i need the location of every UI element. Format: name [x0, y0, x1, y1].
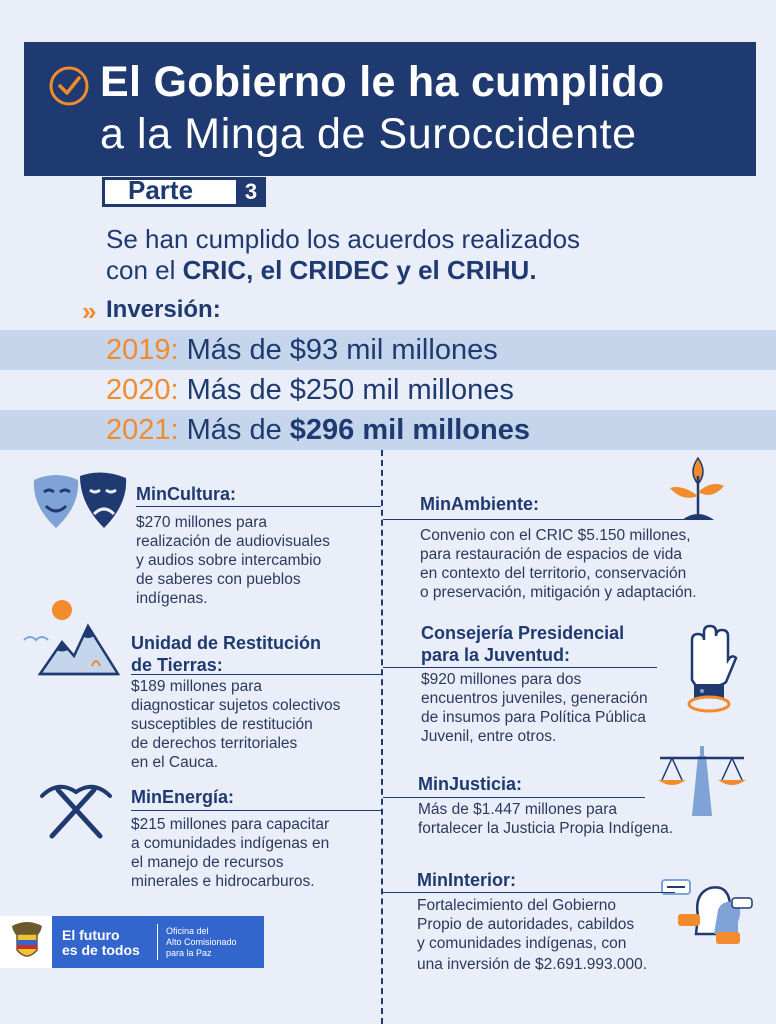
- entity-underline: [383, 892, 675, 893]
- desc-line: el manejo de recursos: [131, 854, 284, 871]
- intro-line-2: [106, 255, 580, 286]
- desc-line: en el Cauca.: [131, 754, 219, 771]
- entity-desc-restitucion: [131, 677, 340, 772]
- column-divider: [381, 450, 383, 1024]
- desc-line: Fortalecimiento del Gobierno: [417, 897, 617, 914]
- logo-slogan-line: es de todos: [62, 942, 140, 958]
- title-line-1: El Gobierno le ha cumplido: [100, 58, 665, 106]
- investment-amount: Más de: [178, 414, 290, 446]
- check-circle-icon: [48, 65, 90, 107]
- entity-name-mincultura: MinCultura:: [136, 484, 236, 504]
- entity-name-minjusticia: MinJusticia:: [418, 774, 523, 794]
- entity-desc-mincultura: [136, 513, 330, 608]
- entity-name-line: de Tierras:: [131, 655, 223, 675]
- desc-line: $189 millones para: [131, 678, 262, 695]
- title-line-2: a la Minga de Suroccidente: [100, 110, 637, 158]
- entity-underline: [383, 519, 713, 520]
- desc-line: una inversión de $2.691.993.000.: [417, 956, 648, 973]
- intro-line-2-bold: CRIC, el CRIDEC y el CRIHU.: [182, 255, 537, 285]
- raised-hand-icon: [682, 620, 738, 720]
- logo-office-line: para la Paz: [166, 948, 212, 958]
- entity-name-line: Unidad de Restitución: [131, 633, 322, 653]
- entity-desc-minjusticia: [418, 800, 673, 838]
- desc-line: Convenio con el CRIC $5.150 millones,: [420, 527, 691, 544]
- desc-line: susceptibles de restitución: [131, 716, 313, 733]
- desc-line: Propio de autoridades, cabildos: [417, 916, 635, 933]
- entity-underline: [131, 810, 381, 811]
- investment-year: 2021:: [106, 414, 179, 446]
- entity-underline: [383, 797, 645, 798]
- desc-line: y comunidades indígenas, con: [417, 935, 627, 952]
- coat-of-arms-icon: [8, 920, 46, 964]
- desc-line: de saberes con pueblos: [136, 571, 301, 588]
- investment-label: Inversión:: [106, 296, 221, 323]
- intro-line-1: Se han cumplido los acuerdos realizados: [106, 224, 581, 254]
- entity-name-line: para la Juventud:: [421, 645, 571, 665]
- desc-line: de insumos para Política Pública: [421, 709, 646, 726]
- entity-underline: [131, 674, 381, 675]
- part-label: Parte: [128, 175, 194, 205]
- desc-line: $920 millones para dos: [421, 671, 582, 688]
- desc-line: y audios sobre intercambio: [136, 552, 322, 569]
- desc-line: Juvenil, entre otros.: [421, 728, 557, 745]
- desc-line: encuentros juveniles, generación: [421, 690, 648, 707]
- entity-name-mininterior: MinInterior:: [417, 870, 516, 890]
- investment-amount: Más de $250 mil millones: [178, 374, 514, 406]
- desc-line: a comunidades indígenas en: [131, 835, 330, 852]
- part-number: 3: [244, 179, 258, 204]
- investment-amount-bold: $296 mil millones: [289, 414, 530, 446]
- desc-line: realización de audiovisuales: [136, 533, 330, 550]
- entity-desc-minambiente: [420, 526, 697, 602]
- logo-slogan: [62, 928, 140, 958]
- desc-line: fortalecer la Justicia Propia Indígena.: [418, 820, 674, 837]
- mountains-icon: [22, 596, 122, 678]
- theater-masks-icon: [30, 472, 130, 532]
- desc-line: $270 millones para: [136, 514, 267, 531]
- entity-underline: [136, 506, 381, 507]
- plant-icon: [666, 456, 726, 522]
- entity-name-line: Consejería Presidencial: [421, 623, 625, 643]
- desc-line: Más de $1.447 millones para: [418, 801, 618, 818]
- investment-year: 2020:: [106, 374, 179, 406]
- entity-name-juventud: [421, 622, 624, 666]
- logo-office-line: Alto Comisionado: [166, 937, 237, 947]
- chevron-right-icon: »: [82, 296, 97, 326]
- people-dialogue-icon: [658, 874, 754, 950]
- entity-name-minenergia: MinEnergía:: [131, 787, 235, 807]
- investment-amount: Más de $93 mil millones: [178, 334, 498, 366]
- logo-slogan-line: El futuro: [62, 927, 120, 943]
- desc-line: indígenas.: [136, 590, 208, 607]
- entity-desc-mininterior: [417, 896, 647, 974]
- intro-line-2-prefix: con el: [106, 255, 183, 285]
- investment-row-2019: [106, 334, 498, 367]
- desc-line: en contexto del territorio, conservación: [420, 565, 687, 582]
- logo-separator: [157, 924, 158, 960]
- pickaxes-icon: [38, 780, 114, 842]
- investment-row-2020: [106, 374, 514, 407]
- entity-underline: [383, 667, 657, 668]
- entity-name-restitucion: [131, 632, 321, 676]
- entity-name-minambiente: MinAmbiente:: [420, 494, 539, 514]
- intro-text: [106, 224, 580, 286]
- investment-row-2021: [106, 414, 530, 447]
- entity-desc-juventud: [421, 670, 648, 746]
- desc-line: minerales e hidrocarburos.: [131, 873, 315, 890]
- desc-line: para restauración de espacios de vida: [420, 546, 682, 563]
- desc-line: $215 millones para capacitar: [131, 816, 330, 833]
- desc-line: diagnosticar sujetos colectivos: [131, 697, 341, 714]
- desc-line: de derechos territoriales: [131, 735, 298, 752]
- entity-desc-minenergia: [131, 815, 329, 891]
- logo-office-line: Oficina del: [166, 926, 209, 936]
- investment-year: 2019:: [106, 334, 179, 366]
- logo-office: [166, 926, 237, 959]
- desc-line: o preservación, mitigación y adaptación.: [420, 584, 697, 601]
